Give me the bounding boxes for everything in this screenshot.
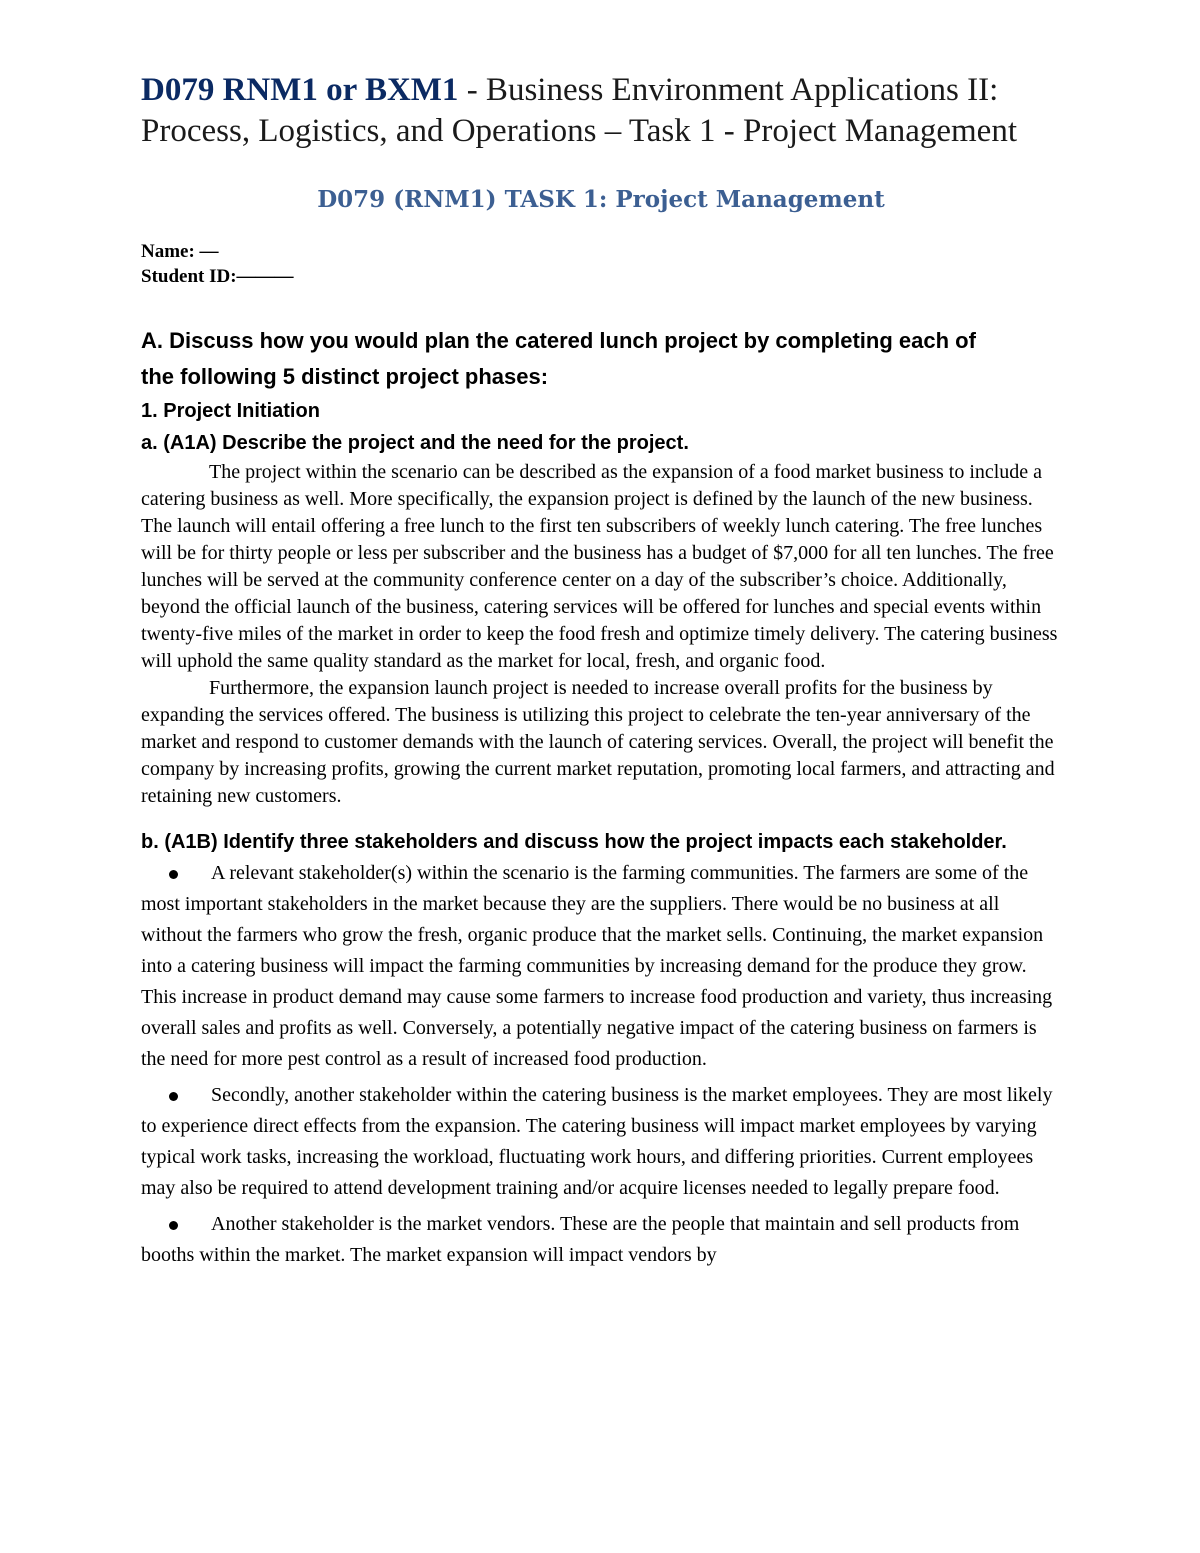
bullet-icon xyxy=(169,870,178,879)
section-a-heading-line2: the following 5 distinct project phases: xyxy=(141,364,549,389)
stakeholder-list xyxy=(141,858,1061,1271)
section-a-heading-line1: A. Discuss how you would plan the catered lunch project by completing each of xyxy=(141,328,976,353)
document-title xyxy=(141,70,1061,152)
student-id-line: Student ID:——— xyxy=(141,266,294,287)
list-item xyxy=(141,1209,1061,1271)
phase-heading: 1. Project Initiation xyxy=(141,400,320,422)
a1b-heading: b. (A1B) Identify three stakeholders and discuss how the project impacts each stakeholder. xyxy=(141,831,1007,853)
a1a-paragraph-2: Furthermore, the expansion launch project is needed to increase overall profits for the business by expanding the services offered. The business is utilizing this project to celebrate the ten-year anniversary of the market and respond to customer demands with the launch of catering services. Overall, the project will benefit the company by increasing profits, growing the current market reputation, promoting local farmers, and attracting and retaining new customers. xyxy=(141,677,1055,807)
list-item xyxy=(141,858,1061,1075)
student-info xyxy=(141,239,1061,289)
bullet-icon xyxy=(169,1092,178,1101)
list-item-text: A relevant stakeholder(s) within the scenario is the farming communities. The farmers are some of the most important stakeholders in the market because they are the suppliers. There would be no business at all without the farmers who grow the fresh, organic produce that the market sells. Continuing, the market expansion into a catering business will impact the farming communities by increasing demand for the produce they grow. This increase in product demand may cause some farmers to increase food production and variety, thus increasing overall sales and profits as well. Conversely, a potentially negative impact of the catering business on farmers is the need for more pest control as a result of increased food production. xyxy=(141,862,1053,1070)
bullet-icon xyxy=(169,1221,178,1230)
name-line: Name: — xyxy=(141,241,219,262)
list-item xyxy=(141,1080,1061,1204)
title-text: - Business Environment Applications II: Process, Logistics, and Operations – Task 1 - Project Management xyxy=(141,72,1017,149)
course-code: D079 RNM1 or BXM1 xyxy=(141,72,459,108)
a1a-paragraph-1: The project within the scenario can be described as the expansion of a food market business to include a catering business as well. More specifically, the expansion project is defined by the launch of the new business. The launch will entail offering a free lunch to the first ten subscribers of weekly lunch catering. The free lunches will be for thirty people or less per subscriber and the business has a budget of $7,000 for all ten lunches. The free lunches will be served at the community conference center on a day of the subscriber’s choice. Additionally, beyond the official launch of the business, catering services will be offered for lunches and special events within twenty-five miles of the market in order to keep the food fresh and optimize timely delivery. The catering business will uphold the same quality standard as the market for local, fresh, and organic food. xyxy=(141,461,1058,672)
a1a-heading: a. (A1A) Describe the project and the need for the project. xyxy=(141,432,689,454)
list-item-text: Secondly, another stakeholder within the catering business is the market employees. They are most likely to experience direct effects from the expansion. The catering business will impact market employees by varying typical work tasks, increasing the workload, fluctuating work hours, and differing priorities. Current employees may also be required to attend development training and/or acquire licenses needed to legally prepare food. xyxy=(141,1084,1053,1199)
section-a-heading xyxy=(141,323,1061,395)
task-subtitle: D079 (RNM1) TASK 1: Project Management xyxy=(317,186,885,213)
document-page xyxy=(141,70,1061,1271)
list-item-text: Another stakeholder is the market vendors. These are the people that maintain and sell products from booths within the market. The market expansion will impact vendors by xyxy=(141,1213,1020,1266)
